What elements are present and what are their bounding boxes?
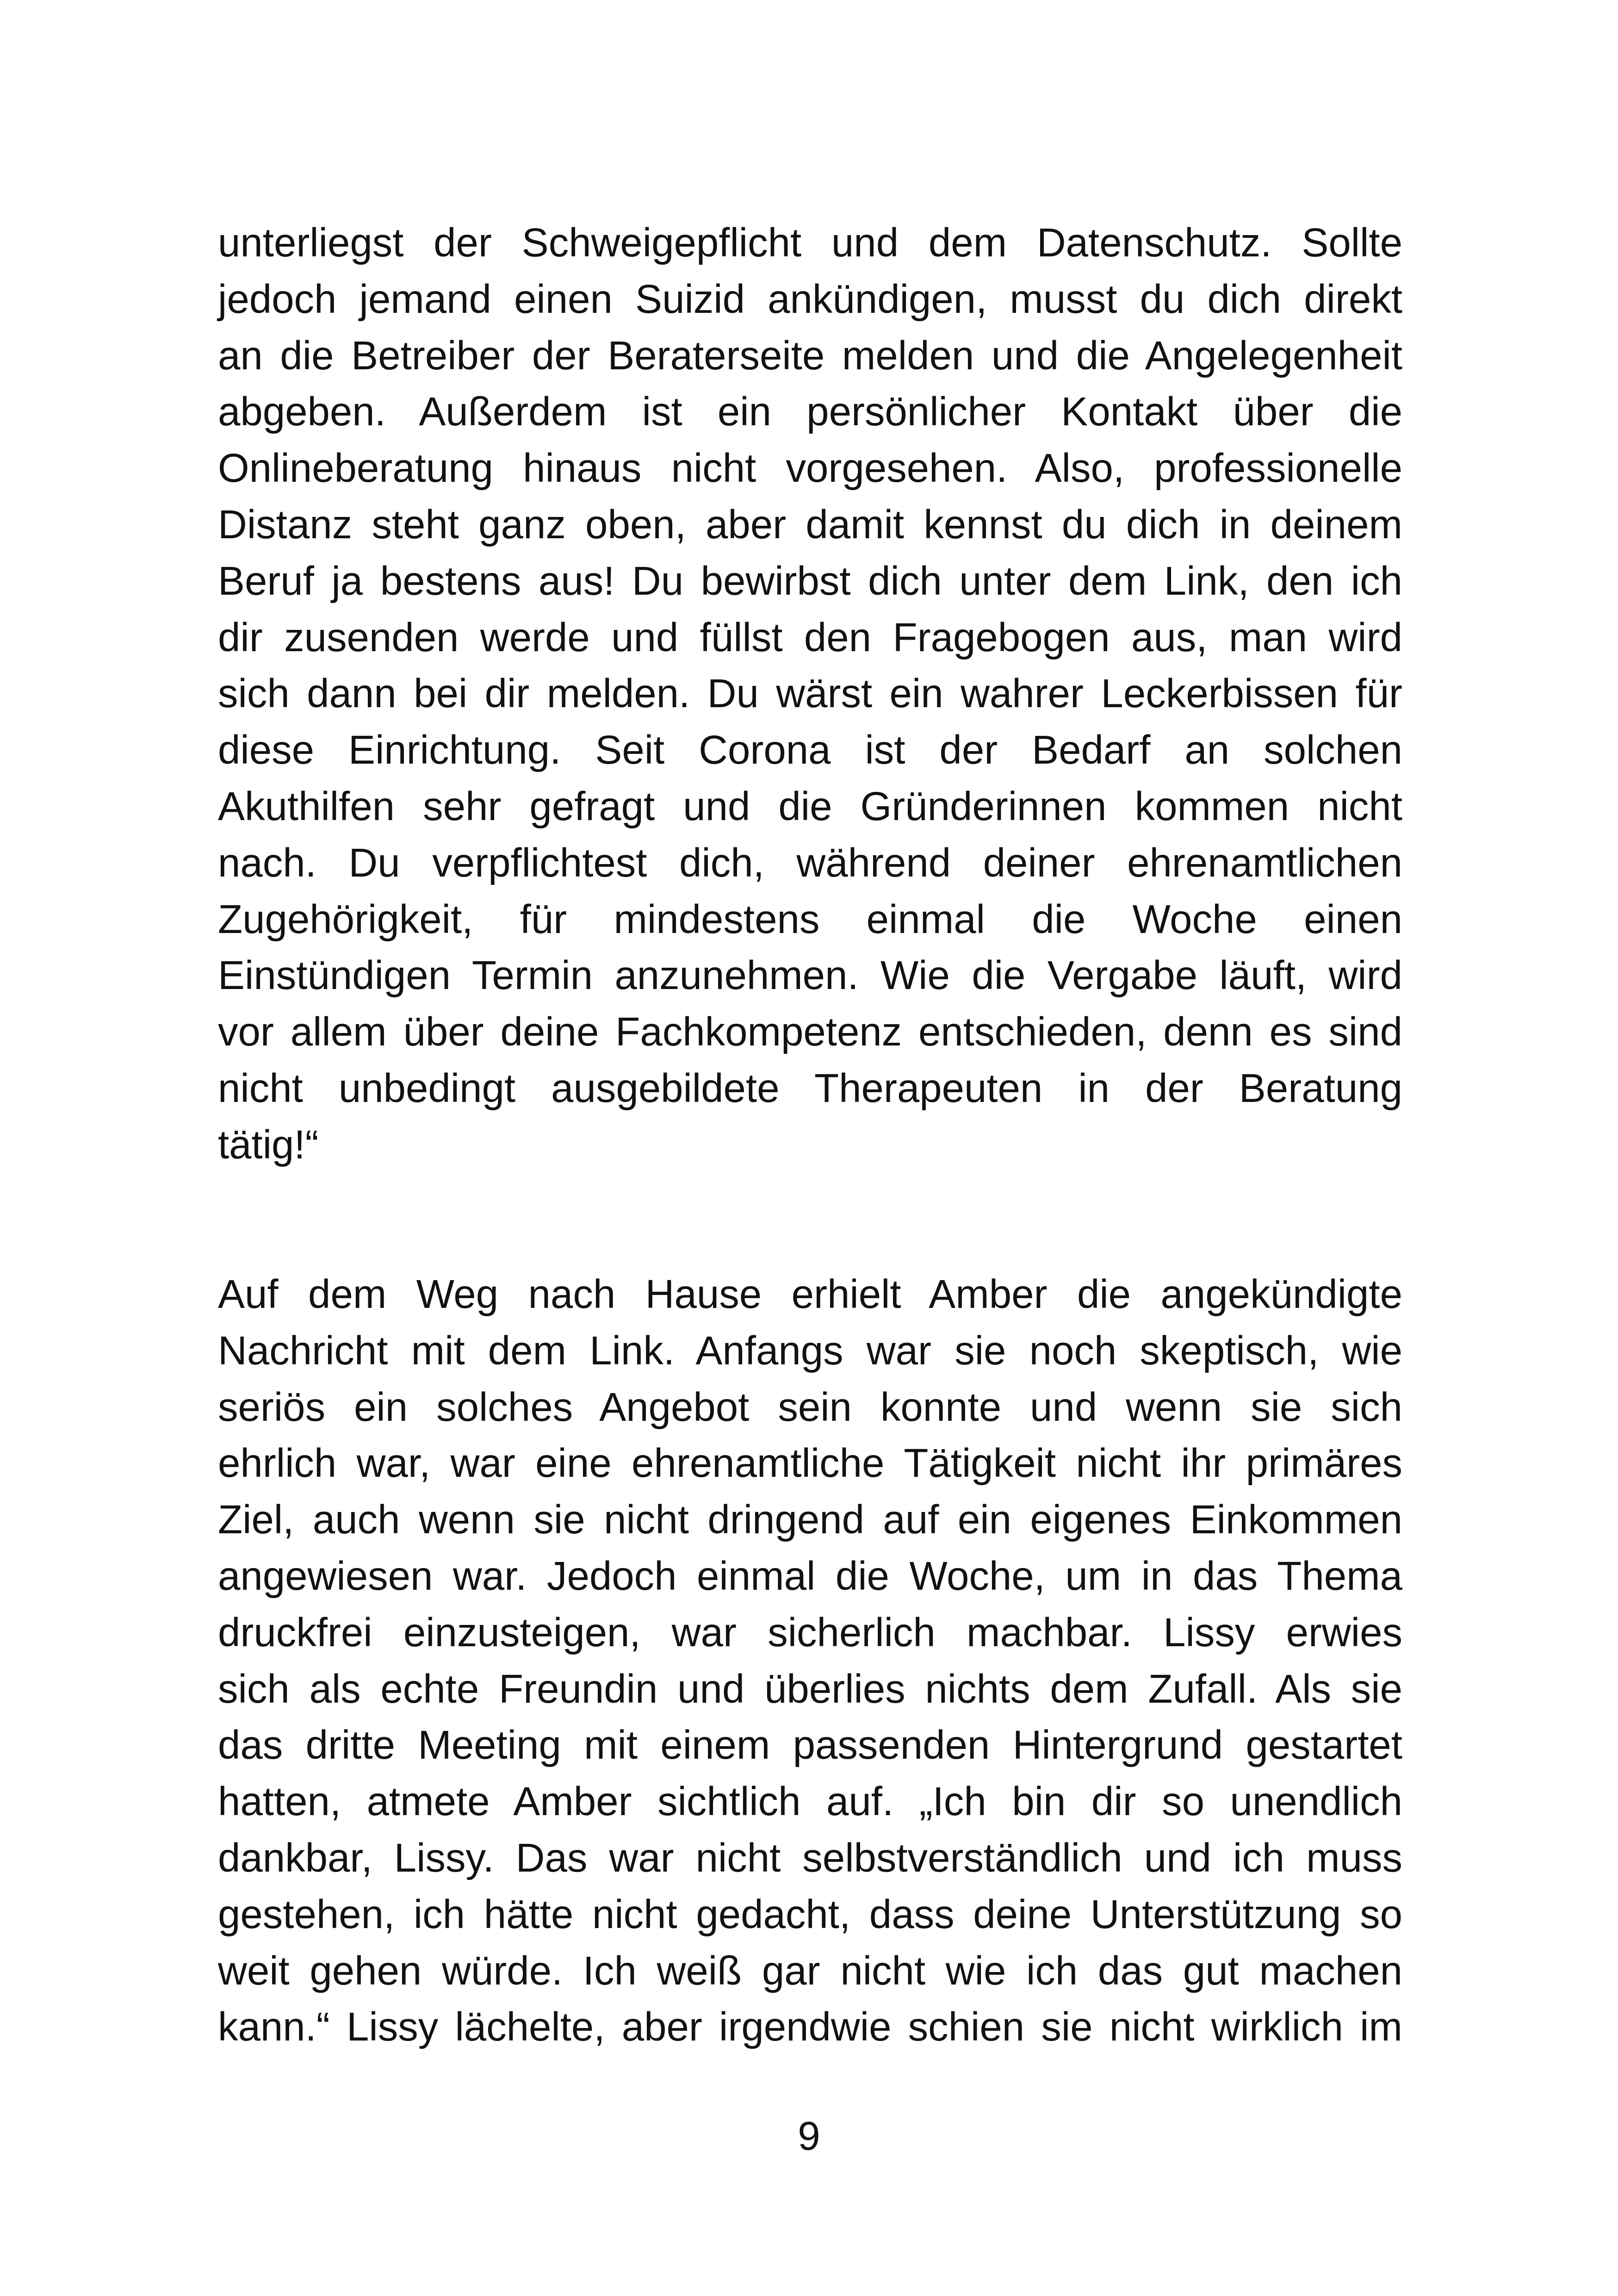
- text-line: druckfrei einzusteigen, war sicherlich machbar. Lissy erwies: [218, 1610, 1402, 1655]
- text-line: unterliegst der Schweigepflicht und dem Datenschutz. Sollte: [218, 220, 1402, 265]
- text-line: sich dann bei dir melden. Du wärst ein wahrer Leckerbissen für: [218, 671, 1402, 716]
- page-number: 9: [798, 2114, 820, 2159]
- text-line: diese Einrichtung. Seit Corona ist der Bedarf an solchen: [218, 728, 1402, 773]
- text-line: tätig!“: [218, 1122, 319, 1167]
- text-line: Zugehörigkeit, für mindestens einmal die Woche einen: [218, 896, 1402, 942]
- text-line: dankbar, Lissy. Das war nicht selbstverständlich und ich muss: [218, 1835, 1402, 1880]
- text-line: sich als echte Freundin und überlies nichts dem Zufall. Als sie: [218, 1666, 1402, 1711]
- text-line: Auf dem Weg nach Hause erhielt Amber die angekündigte: [218, 1272, 1402, 1317]
- text-line: Einstündigen Termin anzunehmen. Wie die Vergabe läuft, wird: [218, 953, 1402, 998]
- text-line: seriös ein solches Angebot sein konnte und wenn sie sich: [218, 1384, 1402, 1430]
- text-line: angewiesen war. Jedoch einmal die Woche, um in das Thema: [218, 1553, 1402, 1599]
- text-line: dir zusenden werde und füllst den Fragebogen aus, man wird: [218, 615, 1402, 660]
- text-line: vor allem über deine Fachkompetenz entschieden, denn es sind: [218, 1009, 1402, 1055]
- text-line: Nachricht mit dem Link. Anfangs war sie noch skeptisch, wie: [218, 1328, 1402, 1373]
- text-line: abgeben. Außerdem ist ein persönlicher Kontakt über die: [218, 389, 1402, 435]
- text-line: weit gehen würde. Ich weiß gar nicht wie ich das gut machen: [218, 1948, 1402, 1993]
- text-line: Ziel, auch wenn sie nicht dringend auf ein eigenes Einkommen: [218, 1497, 1402, 1543]
- paragraph-1: [218, 215, 1402, 1173]
- text-line: jedoch jemand einen Suizid ankündigen, musst du dich direkt: [218, 276, 1402, 322]
- text-line: Distanz steht ganz oben, aber damit kennst du dich in deinem: [218, 502, 1402, 547]
- text-line: ehrlich war, war eine ehrenamtliche Tätigkeit nicht ihr primäres: [218, 1441, 1402, 1486]
- text-line: an die Betreiber der Beraterseite melden und die Angelegenheit: [218, 333, 1402, 378]
- text-line: gestehen, ich hätte nicht gedacht, dass deine Unterstützung so: [218, 1892, 1402, 1937]
- text-line: das dritte Meeting mit einem passenden Hintergrund gestartet: [218, 1723, 1402, 1768]
- text-line: nicht unbedingt ausgebildete Therapeuten in der Beratung: [218, 1065, 1402, 1111]
- text-line: hatten, atmete Amber sichtlich auf. „Ich bin dir so unendlich: [218, 1779, 1402, 1824]
- text-line: Onlineberatung hinaus nicht vorgesehen. Also, professionelle: [218, 446, 1402, 491]
- text-line: nach. Du verpflichtest dich, während deiner ehrenamtlichen: [218, 840, 1402, 885]
- paragraph-2: [218, 1266, 1402, 2055]
- text-line: kann.“ Lissy lächelte, aber irgendwie schien sie nicht wirklich im: [218, 2004, 1402, 2050]
- text-line: Akuthilfen sehr gefragt und die Gründerinnen kommen nicht: [218, 784, 1402, 829]
- text-line: Beruf ja bestens aus! Du bewirbst dich unter dem Link, den ich: [218, 558, 1402, 604]
